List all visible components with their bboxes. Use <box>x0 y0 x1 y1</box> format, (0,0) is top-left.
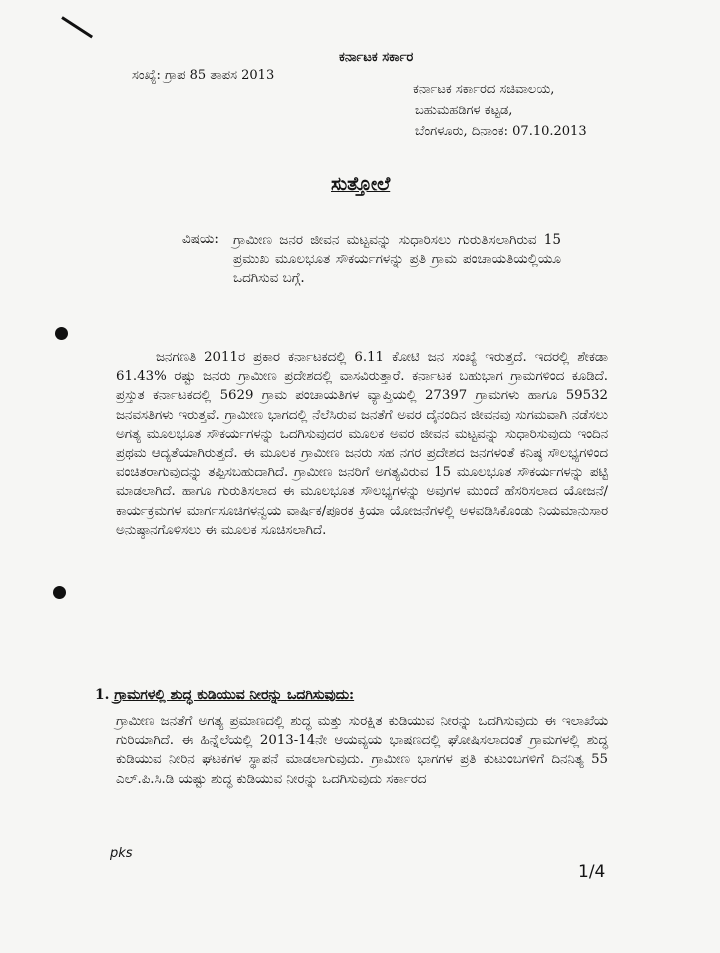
office-address-date: ಬೆಂಗಳೂರು, ದಿನಾಂಕ: 07.10.2013 <box>415 124 587 139</box>
subject-text: ಗ್ರಾಮೀಣ ಜನರ ಜೀವನ ಮಟ್ಟವನ್ನು ಸುಧಾರಿಸಲು ಗುರುತಿಸಲಾಗಿರುವ 15 ಪ್ರಮುಖ ಮೂಲಭೂತ ಸೌಕರ್ಯಗಳನ್ನು ಪ್ರತಿ ಗ್ರಾಮ ಪಂಚಾಯತಿಯಲ್ಲಿಯೂ ಒದಗಿಸುವ ಬಗ್ಗೆ. <box>233 232 561 286</box>
punch-hole-mark <box>55 327 68 340</box>
office-address-line-2: ಬಹುಮಹಡಿಗಳ ಕಟ್ಟಡ, <box>415 103 513 118</box>
reference-number: ಸಂಖ್ಯೆ: ಗ್ರಾಪ 85 ತಾಪಸ 2013 <box>132 68 275 83</box>
section-number: 1. <box>95 687 110 703</box>
document-title: ಸುತ್ತೋಲೆ <box>331 173 391 195</box>
pen-stroke-mark <box>61 16 93 38</box>
section-1-body: ಗ್ರಾಮೀಣ ಜನತೆಗೆ ಅಗತ್ಯ ಪ್ರಮಾಣದಲ್ಲಿ ಶುದ್ಧ ಮತ್ತು ಸುರಕ್ಷಿತ ಕುಡಿಯುವ ನೀರನ್ನು ಒದಗಿಸುವುದು ಈ ಇಲಾಖೆಯ ಗುರಿಯಾಗಿದೆ. ಈ ಹಿನ್ನೆಲೆಯಲ್ಲಿ 2013-14ನೇ ಆಯವ್ಯಯ ಭಾಷಣದಲ್ಲಿ ಘೋಷಿಸಲಾದಂತೆ ಗ್ರಾಮಗಳಲ್ಲಿ ಶುದ್ಧ ಕುಡಿಯುವ ನೀರಿನ ಘಟಕಗಳ ಸ್ಥಾಪನೆ ಮಾಡಲಾಗುವುದು. ಗ್ರಾಮೀಣ ಭಾಗಗಳ ಪ್ರತಿ ಕುಟುಂಬಗಳಿಗೆ ದಿನನಿತ್ಯ 55 ಎಲ್.ಪಿ.ಸಿ.ಡಿ ಯಷ್ಟು ಶುದ್ಧ ಕುಡಿಯುವ ನೀರನ್ನು ಒದಗಿಸುವುದು ಸರ್ಕಾರದ <box>116 714 608 787</box>
punch-hole-mark <box>53 586 66 599</box>
initials-mark: pks <box>110 846 133 861</box>
intro-paragraph: ಜನಗಣತಿ 2011ರ ಪ್ರಕಾರ ಕರ್ನಾಟಕದಲ್ಲಿ 6.11 ಕೋಟಿ ಜನ ಸಂಖ್ಯೆ ಇರುತ್ತದೆ. ಇದರಲ್ಲಿ ಶೇಕಡಾ 61.43% ರಷ್ಟು ಜನರು ಗ್ರಾಮೀಣ ಪ್ರದೇಶದಲ್ಲಿ ವಾಸವಿರುತ್ತಾರೆ. ಕರ್ನಾಟಕ ಬಹುಭಾಗ ಗ್ರಾಮಗಳಿಂದ ಕೂಡಿದೆ. ಪ್ರಸ್ತುತ ಕರ್ನಾಟಕದಲ್ಲಿ 5629 ಗ್ರಾಮ ಪಂಚಾಯತಿಗಳ ವ್ಯಾಪ್ತಿಯಲ್ಲಿ 27397 ಗ್ರಾಮಗಳು ಹಾಗೂ 59532 ಜನವಸತಿಗಳು ಇರುತ್ತವೆ. ಗ್ರಾಮೀಣ ಭಾಗದಲ್ಲಿ ನೆಲೆಸಿರುವ ಜನತೆಗೆ ಅವರ ದೈನಂದಿನ ಜೀವನವು ಸುಗಮವಾಗಿ ನಡೆಸಲು ಅಗತ್ಯ ಮೂಲಭೂತ ಸೌಕರ್ಯಗಳನ್ನು ಒದಗಿಸುವುದರ ಮೂಲಕ ಅವರ ಜೀವನ ಮಟ್ಟವನ್ನು ಸುಧಾರಿಸುವುದು ಇಂದಿನ ಪ್ರಥಮ ಆದ್ಯತೆಯಾಗಿರುತ್ತದೆ. ಈ ಮೂಲಕ ಗ್ರಾಮೀಣ ಜನರು ಸಹ ನಗರ ಪ್ರದೇಶದ ಜನಗಳಂತೆ ಕನಿಷ್ಠ ಸೌಲಭ್ಯಗಳಿಂದ ವಂಚಿತರಾಗುವುದನ್ನು ತಪ್ಪಿಸಬಹುದಾಗಿದೆ. ಗ್ರಾಮೀಣ ಜನರಿಗೆ ಅಗತ್ಯವಿರುವ 15 ಮೂಲಭೂತ ಸೌಕರ್ಯಗಳನ್ನು ಪಟ್ಟಿ ಮಾಡಲಾಗಿದೆ. ಹಾಗೂ ಗುರುತಿಸಲಾದ ಈ ಮೂಲಭೂತ ಸೌಲಭ್ಯಗಳನ್ನು ಅವುಗಳ ಮುಂದೆ ಹೆಸರಿಸಲಾದ ಯೋಜನೆ/ಕಾರ್ಯಕ್ರಮಗಳ ಮಾರ್ಗಸೂಚಿಗಳನ್ವಯ ವಾರ್ಷಿಕ/ಪೂರಕ ಕ್ರಿಯಾ ಯೋಜನೆಗಳಲ್ಲಿ ಅಳವಡಿಸಿಕೊಂಡು ನಿಯಮಾನುಸಾರ ಅನುಷ್ಠಾನಗೊಳಿಸಲು ಈ ಮೂಲಕ ಸೂಚಿಸಲಾಗಿದೆ. <box>116 350 608 538</box>
subject-label: ವಿಷಯ: <box>182 231 219 247</box>
page-number: 1/4 <box>578 862 606 882</box>
section-1-heading <box>95 687 354 703</box>
section-title: ಗ್ರಾಮಗಳಲ್ಲಿ ಶುದ್ಧ ಕುಡಿಯುವ ನೀರನ್ನು ಒದಗಿಸುವುದು: <box>114 687 355 703</box>
government-name: ಕರ್ನಾಟಕ ಸರ್ಕಾರ <box>339 50 414 65</box>
office-address-line-1: ಕರ್ನಾಟಕ ಸರ್ಕಾರದ ಸಚಿವಾಲಯ, <box>413 82 555 97</box>
